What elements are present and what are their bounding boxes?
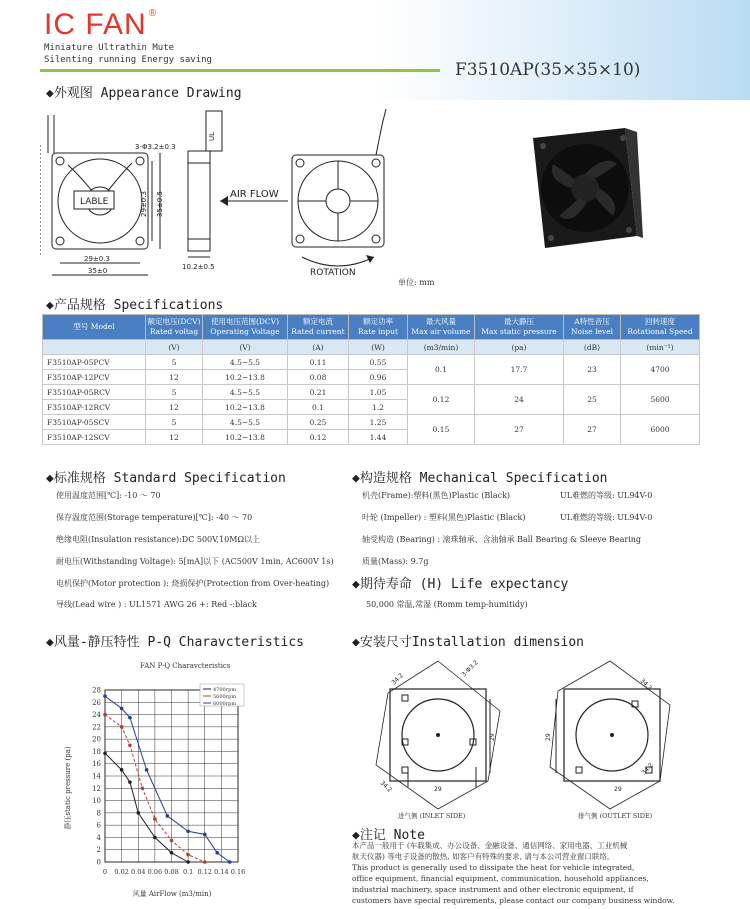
data-point-4700rpm [136, 811, 140, 815]
inlet-dim-342: 34.2 [390, 672, 405, 687]
note-line: 本产品一般用于 (车载集成、办公设备、金融设备、通信网络、家用电器、工业机械 [352, 841, 628, 850]
rotation-arrow-icon [302, 257, 374, 266]
rotation-label: ROTATION [310, 268, 356, 278]
y-tick-label: 4 [96, 833, 101, 842]
dim-29-h: 29±0.3 [84, 255, 110, 263]
chart-y-ticks [92, 687, 101, 867]
x-axis-label: 风量 AirFlow (m3/min) [132, 890, 212, 898]
data-point-6000rpm [128, 716, 132, 720]
x-tick-label: 0.16 [230, 868, 246, 876]
outlet-view [550, 661, 670, 809]
data-point-4700rpm [170, 851, 174, 855]
data-point-5600rpm [203, 860, 207, 864]
note-line: industrial machinery, space instrument and other electronic equipment, if [352, 885, 634, 894]
data-point-5600rpm [120, 725, 124, 729]
x-tick-label: 0.1 [182, 868, 194, 876]
model-title: F3510AP(35×35×10) [455, 60, 641, 80]
ul-text: UL [208, 131, 216, 141]
col-range: 使用电压范围(DCV) Operating Voltage [203, 315, 288, 340]
col-pressure: 最大静压 Max static pressure [475, 315, 564, 340]
unit-note: 单位: mm [398, 278, 435, 287]
col-speed: 回转速度 Rotational Speed [621, 315, 700, 340]
col-current: 额定电流 Rated current [288, 315, 349, 340]
accent-bar [40, 69, 440, 72]
y-tick-label: 0 [96, 858, 101, 867]
data-point-6000rpm [215, 851, 219, 855]
brand-logo: IC FAN ® [44, 8, 158, 41]
y-tick-label: 10 [92, 797, 101, 806]
std-line: 保存温度范围(Storage temperature)[℃]: -40 ～ 70 [56, 513, 253, 522]
x-tick-label: 0.14 [214, 868, 229, 876]
col-noise: A特性音压 Noise level [564, 315, 621, 340]
standard-heading: ◆标准规格 Standard Specification [46, 471, 286, 486]
x-tick-label: 0.06 [147, 868, 163, 876]
dim-29-v: 29±0.3 [140, 191, 148, 217]
chart-legend [200, 684, 244, 707]
data-point-6000rpm [203, 833, 207, 837]
col-model: 型号 Model [43, 315, 146, 340]
appearance-drawing [40, 105, 470, 285]
y-tick-label: 18 [92, 747, 101, 756]
y-tick-label: 28 [92, 686, 101, 695]
back-view [292, 109, 386, 247]
outlet-dim-342b: 34.2 [640, 762, 655, 777]
outlet-label: 排气侧 (OUTLET SIDE) [578, 812, 653, 820]
data-point-6000rpm [166, 814, 170, 818]
fan-photo [525, 118, 645, 258]
install-drawing [360, 655, 700, 820]
data-point-5600rpm [141, 786, 145, 790]
note-line: customers have special requirements, please contact our company business window. [352, 896, 675, 905]
data-point-5600rpm [186, 853, 190, 857]
mass-spec: 质量(Mass): 9.7g [362, 557, 429, 566]
spec-table [42, 314, 700, 445]
y-tick-label: 6 [96, 821, 101, 830]
life-heading: ◆期待寿命 (H) Life expectancy [352, 577, 569, 592]
tagline-2: Silenting running Energy saving [44, 55, 212, 65]
std-line: 导线(Lead wire ) : UL1571 AWG 26 +: Red -:black [56, 600, 257, 609]
table-row: F3510AP-12RCV 12 10.2~13.8 0.1 1.2 [43, 400, 700, 415]
data-point-5600rpm [170, 839, 174, 843]
note-line: This product is generally used to dissipate the heat for vehicle integrated, [352, 863, 635, 872]
airflow-label: AIR FLOW [230, 189, 279, 200]
data-point-5600rpm [103, 713, 107, 717]
inlet-dim-29: 29 [434, 786, 442, 793]
y-axis-label: 静压static pressure (pa) [64, 746, 72, 830]
table-row: F3510AP-05SCV 5 4.5~5.5 0.25 1.25 0.15 27 27 6000 [43, 415, 700, 430]
legend-label-6000: 6000rpm [213, 701, 237, 707]
x-tick-label: 0.12 [197, 868, 212, 876]
spec-units-row: (V) (V) (A) (W) (m3/min) (pa) (dB) (min⁻¹) [43, 340, 700, 355]
y-tick-label: 16 [92, 760, 101, 769]
dim-35-h: 35±0 [88, 267, 108, 275]
dim-thick: 10.2±0.5 [182, 263, 215, 271]
y-tick-label: 22 [92, 723, 101, 732]
pq-chart [60, 658, 260, 903]
table-row: F3510AP-12PCV 12 10.2~13.8 0.08 0.96 [43, 370, 700, 385]
note-line: office equipment, financial equipment, communication, household appliances, [352, 874, 649, 883]
legend-label-5600: 5600rpm [213, 694, 237, 700]
spec-header-row [43, 315, 700, 340]
install-heading: ◆安装尺寸Installation dimension [352, 635, 585, 650]
y-tick-label: 24 [92, 711, 101, 720]
col-power: 额定功率 Rate input [349, 315, 408, 340]
data-point-6000rpm [103, 694, 107, 698]
x-tick-label: 0 [102, 868, 108, 876]
hole-dim: 3-Φ3.2±0.3 [135, 143, 176, 151]
appearance-heading: ◆外观图 Appearance Drawing [46, 86, 242, 101]
col-air: 最大风量 Max air volume [408, 315, 475, 340]
y-tick-label: 26 [92, 698, 101, 707]
col-rated: 额定电压(DCV) Rated voltag [146, 315, 203, 340]
label-text: LABLE [80, 197, 109, 207]
y-tick-label: 20 [92, 735, 101, 744]
series-line-6000rpm [105, 696, 230, 862]
outlet-dim-342: 34.2 [638, 677, 653, 692]
x-tick-label: 0.02 [114, 868, 129, 876]
pq-heading: ◆风量-静压特性 P-Q Charavcteristics [46, 635, 305, 650]
table-row: F3510AP-05RCV 5 4.5~5.5 0.21 1.05 0.12 24 25 5600 [43, 385, 700, 400]
data-point-4700rpm [120, 768, 124, 772]
std-line: 电机保护(Motor protection ): 烧损保护(Protection from Over-heating) [56, 579, 330, 588]
impeller-ul: UL难燃的等级: UL94V-0 [560, 513, 653, 522]
y-tick-label: 14 [92, 772, 101, 781]
std-line: 耐电压(Withstanding Voltage): 5[mA]以下 (AC500V 1min, AC600V 1s) [56, 557, 334, 566]
data-point-6000rpm [120, 707, 124, 711]
frame-spec: 机壳(Frame):塑料(黑色)Plastic (Black) [362, 491, 511, 500]
chart-x-ticks [103, 868, 245, 876]
data-point-6000rpm [145, 768, 149, 772]
bearing-spec: 轴受构造 (Bearing) : 滚珠轴承、含油轴承 Ball Bearing & Sleeve Bearing [362, 535, 642, 544]
std-line: 绝缘电阻(Insulation resistance):DC 500V,10MΩ以上 [56, 535, 261, 544]
specs-heading: ◆产品规格 Specifications [46, 298, 224, 313]
impeller-spec: 叶轮 (Impeller) : 塑料(黑色)Plastic (Black) [362, 513, 526, 522]
data-point-5600rpm [128, 743, 132, 747]
frame-ul: UL难燃的等级: UL94V-0 [560, 491, 653, 500]
x-tick-label: 0.08 [164, 868, 179, 876]
x-tick-label: 0.04 [131, 868, 146, 876]
life-value: 50,000 常温,常湿 (Romm temp-humitidy) [366, 600, 528, 609]
data-point-6000rpm [228, 860, 232, 864]
data-point-4700rpm [186, 860, 190, 864]
y-tick-label: 2 [96, 846, 101, 855]
outlet-dim-29h: 29 [614, 786, 622, 793]
table-row: F3510AP-12SCV 12 10.2~13.8 0.12 1.44 [43, 430, 700, 445]
legend-label-4700: 4700rpm [213, 687, 237, 693]
inlet-dim-342b: 34.2 [378, 779, 393, 794]
tagline-1: Miniature Ultrathin Mute [44, 43, 175, 53]
table-row: F3510AP-05PCV 5 4.5~5.5 0.11 0.55 0.1 17.7 23 4700 [43, 355, 700, 370]
y-tick-label: 12 [92, 784, 101, 793]
notes-heading: ◆注记 Note [352, 828, 425, 843]
note-line: 航天仪器) 等电子设备的散热, 如客户有特殊的要求, 请与本公司营业窗口联络。 [352, 852, 615, 861]
data-point-6000rpm [186, 829, 190, 833]
outlet-dim-29: 29 [545, 733, 552, 741]
notes-body [352, 840, 675, 906]
data-point-4700rpm [103, 751, 107, 755]
dim-35-v: 35±0.5 [156, 191, 164, 217]
data-point-5600rpm [153, 817, 157, 821]
y-tick-label: 8 [96, 809, 101, 818]
chart-grid [105, 690, 238, 862]
std-line: 使用温度范围[℃]: -10 ～ 70 [56, 491, 161, 500]
data-point-4700rpm [153, 836, 157, 840]
data-point-4700rpm [128, 780, 132, 784]
inlet-dim-29v: 29 [489, 733, 496, 741]
side-view [188, 111, 222, 257]
mechanical-heading: ◆构造规格 Mechanical Specification [352, 471, 608, 486]
inlet-hole: 3-Φ3.2 [460, 659, 480, 679]
chart-series [103, 694, 231, 863]
inlet-label: 进气侧 (INLET SIDE) [398, 812, 466, 820]
chart-title: FAN P-Q Charavcteristics [140, 662, 231, 670]
